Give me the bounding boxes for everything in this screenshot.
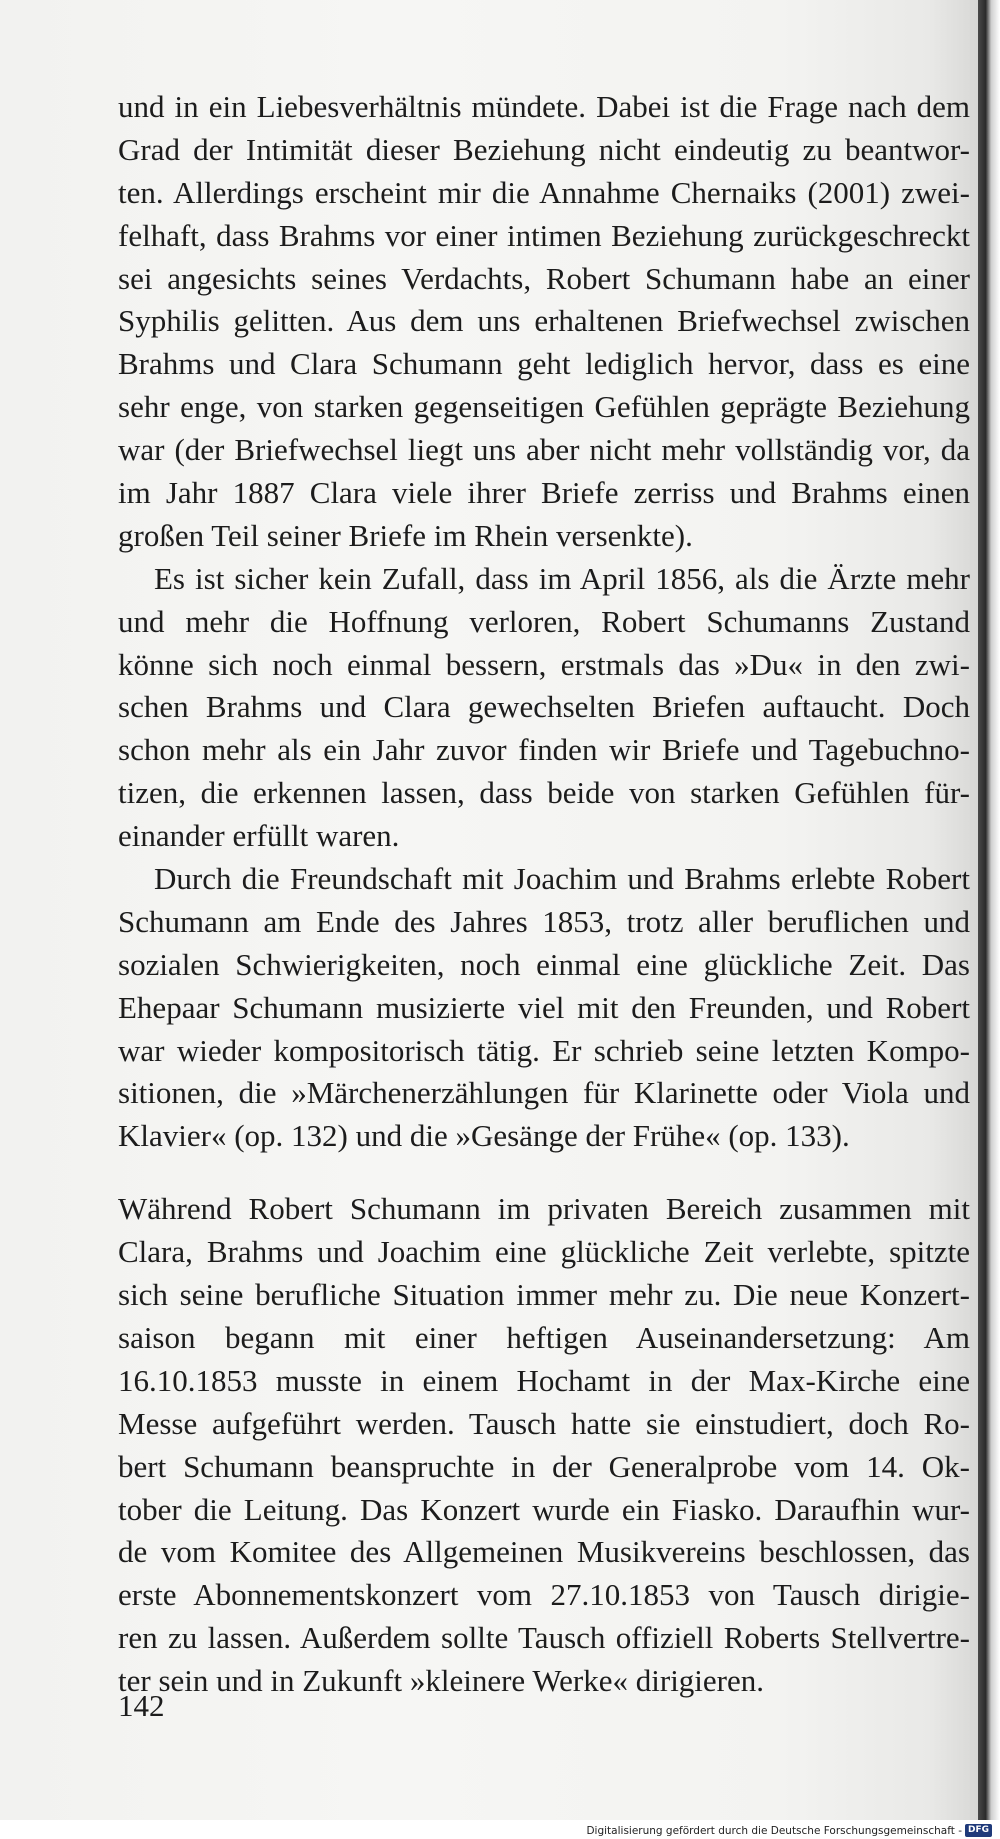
page-number: 142 [118, 1688, 165, 1723]
text-line: könne sich noch einmal bessern, erstmals das »Du« in den zwi- [118, 646, 970, 682]
text-line: Clara, Brahms und Joachim eine glückliche Zeit verlebte, spitzte [118, 1234, 970, 1270]
text-line: einander erfüllt waren. [118, 818, 400, 854]
dfg-logo-icon: DFG [965, 1824, 992, 1837]
text-line: Während Robert Schumann im privaten Bereich zusammen mit [118, 1191, 970, 1227]
text-line: tizen, die erkennen lassen, dass beide von starken Gefühlen für- [118, 775, 970, 811]
text-line: erste Abonnementskonzert vom 27.10.1853 von Tausch dirigie- [118, 1577, 970, 1613]
text-line: ren zu lassen. Außerdem sollte Tausch offiziell Roberts Stellvertre- [118, 1620, 970, 1656]
text-line: Syphilis gelitten. Aus dem uns erhaltenen Briefwechsel zwischen [118, 303, 970, 339]
text-line: und in ein Liebesverhältnis mündete. Dabei ist die Frage nach dem [118, 89, 970, 124]
text-line: schen Brahms und Clara gewechselten Briefen auftaucht. Doch [118, 689, 970, 725]
page-edge-shadow [978, 0, 1000, 1820]
text-line: Brahms und Clara Schumann geht lediglich hervor, dass es eine [118, 346, 970, 382]
text-line: de vom Komitee des Allgemeinen Musikvereins beschlossen, das [118, 1534, 970, 1570]
text-line: Ehepaar Schumann musizierte viel mit den Freunden, und Robert [118, 989, 970, 1025]
text-line: sozialen Schwierigkeiten, noch einmal eine glückliche Zeit. Das [118, 946, 970, 982]
text-line: sich seine berufliche Situation immer mehr zu. Die neue Konzert- [118, 1277, 970, 1313]
text-line: Durch die Freundschaft mit Joachim und Brahms erlebte Robert [154, 861, 970, 897]
text-line: bert Schumann beanspruchte in der Generalprobe vom 14. Ok- [118, 1448, 970, 1484]
body-text [118, 86, 970, 1703]
text-line: und mehr die Hoffnung verloren, Robert Schumanns Zustand [118, 603, 970, 639]
text-line: sei angesichts seines Verdachts, Robert Schumann habe an einer [118, 260, 970, 296]
text-line: großen Teil seiner Briefe im Rhein versenkte). [118, 517, 693, 553]
text-line: 16.10.1853 musste in einem Hochamt in der Max-Kirche eine [118, 1362, 970, 1398]
text-line: Klavier« (op. 132) und die »Gesänge der Frühe« (op. 133). [118, 1118, 850, 1154]
text-line: Schumann am Ende des Jahres 1853, trotz aller beruflichen und [118, 903, 970, 939]
text-line: tober die Leitung. Das Konzert wurde ein Fiasko. Daraufhin wur- [118, 1491, 970, 1527]
text-line: Grad der Intimität dieser Beziehung nicht eindeutig zu beantwor- [118, 131, 970, 167]
text-line: saison begann mit einer heftigen Auseinandersetzung: Am [118, 1319, 970, 1355]
footer-text: Digitalisierung gefördert durch die Deutsche Forschungsgemeinschaft - [586, 1824, 962, 1837]
text-line: sehr enge, von starken gegenseitigen Gefühlen geprägte Beziehung [118, 389, 970, 425]
text-line: ter sein und in Zukunft »kleinere Werke« dirigieren. [118, 1663, 765, 1699]
text-line: Messe aufgeführt werden. Tausch hatte sie einstudiert, doch Ro- [118, 1405, 970, 1441]
text-line: sitionen, die »Märchenerzählungen für Klarinette oder Viola und [118, 1075, 970, 1111]
digitization-footer [586, 1824, 992, 1837]
text-line: felhaft, dass Brahms vor einer intimen Beziehung zurückgeschreckt [118, 217, 970, 253]
text-line: schon mehr als ein Jahr zuvor finden wir Briefe und Tagebuchno- [118, 732, 970, 768]
text-line: im Jahr 1887 Clara viele ihrer Briefe zerriss und Brahms einen [118, 475, 970, 511]
section-break [118, 1158, 970, 1188]
text-line: ten. Allerdings erscheint mir die Annahme Chernaiks (2001) zwei- [118, 174, 970, 210]
text-line: war wieder kompositorisch tätig. Er schrieb seine letzten Kompo- [118, 1032, 970, 1068]
text-line: war (der Briefwechsel liegt uns aber nicht mehr vollständig vor, da [118, 432, 970, 468]
text-line: Es ist sicher kein Zufall, dass im April 1856, als die Ärzte mehr [154, 560, 970, 596]
